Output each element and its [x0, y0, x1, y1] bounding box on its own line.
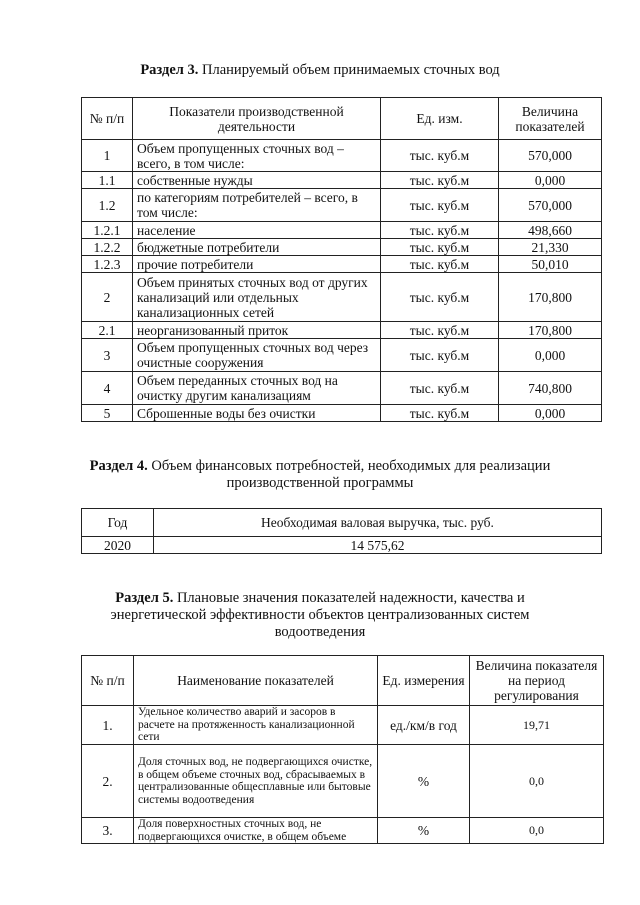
table-row — [82, 537, 602, 554]
section5-heading — [0, 590, 640, 641]
row-num: 1.2 — [82, 189, 133, 222]
header-unit: Ед. изм. — [381, 98, 499, 140]
header-value: Величина показателей — [499, 98, 602, 140]
section5-table — [81, 655, 604, 844]
header-unit: Ед. измерения — [378, 656, 470, 706]
row-value: 19,71 — [470, 706, 604, 745]
row-value: 0,0 — [470, 745, 604, 818]
section3-heading — [0, 62, 640, 79]
table-row — [82, 372, 602, 405]
table-row — [82, 222, 602, 239]
row-unit: тыс. куб.м — [381, 256, 499, 273]
table-row — [82, 189, 602, 222]
header-indicator-name: Наименование показателей — [134, 656, 378, 706]
row-unit: тыс. куб.м — [381, 140, 499, 172]
table-row — [82, 339, 602, 372]
section3-table — [81, 97, 602, 422]
row-value: 0,000 — [499, 172, 602, 189]
row-num: 1.2.2 — [82, 239, 133, 256]
row-unit: тыс. куб.м — [381, 372, 499, 405]
row-num: 3 — [82, 339, 133, 372]
table-row — [82, 706, 604, 745]
section4-title-line1: Объем финансовых потребностей, необходимых для реализации — [151, 458, 551, 474]
header-year: Год — [82, 509, 154, 537]
row-value: 21,330 — [499, 239, 602, 256]
row-name: Объем переданных сточных вод на очистку другим канализациям — [133, 372, 381, 405]
section4-table — [81, 508, 602, 554]
row-value: 740,800 — [499, 372, 602, 405]
row-num: 2. — [82, 745, 134, 818]
row-value: 170,800 — [499, 322, 602, 339]
row-num: 5 — [82, 405, 133, 422]
row-name: прочие потребители — [133, 256, 381, 273]
table-row — [82, 818, 604, 844]
row-num: 2 — [82, 273, 133, 322]
row-unit: тыс. куб.м — [381, 172, 499, 189]
table-header-row — [82, 509, 602, 537]
row-value: 170,800 — [499, 273, 602, 322]
row-value: 0,000 — [499, 405, 602, 422]
row-name: население — [133, 222, 381, 239]
section5-title-line3: водоотведения — [274, 624, 366, 640]
row-num: 1.1 — [82, 172, 133, 189]
header-num: № п/п — [82, 656, 134, 706]
section4-title-line2: производственной программы — [226, 475, 414, 491]
row-value: 570,000 — [499, 189, 602, 222]
row-value: 498,660 — [499, 222, 602, 239]
row-year: 2020 — [82, 537, 154, 554]
table-row — [82, 256, 602, 273]
row-name: бюджетные потребители — [133, 239, 381, 256]
section4-label: Раздел 4. — [89, 458, 148, 474]
row-unit: тыс. куб.м — [381, 339, 499, 372]
row-name: неорганизованный приток — [133, 322, 381, 339]
section4-heading — [0, 458, 640, 492]
section5-label: Раздел 5. — [115, 590, 174, 606]
row-num: 1 — [82, 140, 133, 172]
row-unit: тыс. куб.м — [381, 273, 499, 322]
row-unit: тыс. куб.м — [381, 239, 499, 256]
table-header-row — [82, 98, 602, 140]
table-row — [82, 239, 602, 256]
section5-title-line2: энергетической эффективности объектов централизованных систем — [110, 607, 530, 623]
row-num: 1.2.3 — [82, 256, 133, 273]
row-name: Удельное количество аварий и засоров в расчете на протяженность канализационной сети — [134, 706, 378, 745]
row-name: Сброшенные воды без очистки — [133, 405, 381, 422]
row-name: Доля сточных вод, не подвергающихся очистке, в общем объеме сточных вод, сбрасываемых в централизованные общесплавные или бытовые системы водоотведения — [134, 745, 378, 818]
row-value: 50,010 — [499, 256, 602, 273]
row-value: 0,0 — [470, 818, 604, 844]
table-row — [82, 273, 602, 322]
row-num: 4 — [82, 372, 133, 405]
table-row — [82, 172, 602, 189]
row-name: Объем принятых сточных вод от других канализаций или отдельных канализационных сетей — [133, 273, 381, 322]
row-value: 570,000 — [499, 140, 602, 172]
header-value: Величина показателя на период регулирования — [470, 656, 604, 706]
row-unit: тыс. куб.м — [381, 322, 499, 339]
row-name: по категориям потребителей – всего, в том числе: — [133, 189, 381, 222]
row-name: Доля поверхностных сточных вод, не подвергающихся очистке, в общем объеме — [134, 818, 378, 844]
row-num: 1.2.1 — [82, 222, 133, 239]
row-unit: тыс. куб.м — [381, 405, 499, 422]
row-unit: % — [378, 745, 470, 818]
header-revenue: Необходимая валовая выручка, тыс. руб. — [154, 509, 602, 537]
row-unit: ед./км/в год — [378, 706, 470, 745]
table-row — [82, 140, 602, 172]
table-row — [82, 405, 602, 422]
section3-label: Раздел 3. — [140, 62, 199, 78]
row-unit: тыс. куб.м — [381, 222, 499, 239]
table-row — [82, 745, 604, 818]
row-unit: тыс. куб.м — [381, 189, 499, 222]
row-num: 3. — [82, 818, 134, 844]
row-num: 2.1 — [82, 322, 133, 339]
header-num: № п/п — [82, 98, 133, 140]
row-name: Объем пропущенных сточных вод – всего, в том числе: — [133, 140, 381, 172]
table-header-row — [82, 656, 604, 706]
row-name: собственные нужды — [133, 172, 381, 189]
section5-title-line1: Плановые значения показателей надежности, качества и — [176, 590, 525, 606]
row-value: 0,000 — [499, 339, 602, 372]
section3-title: Планируемый объем принимаемых сточных вод — [202, 62, 500, 78]
row-num: 1. — [82, 706, 134, 745]
table-row — [82, 322, 602, 339]
row-unit: % — [378, 818, 470, 844]
row-name: Объем пропущенных сточных вод через очистные сооружения — [133, 339, 381, 372]
header-indicators: Показатели производственной деятельности — [133, 98, 381, 140]
row-revenue: 14 575,62 — [154, 537, 602, 554]
